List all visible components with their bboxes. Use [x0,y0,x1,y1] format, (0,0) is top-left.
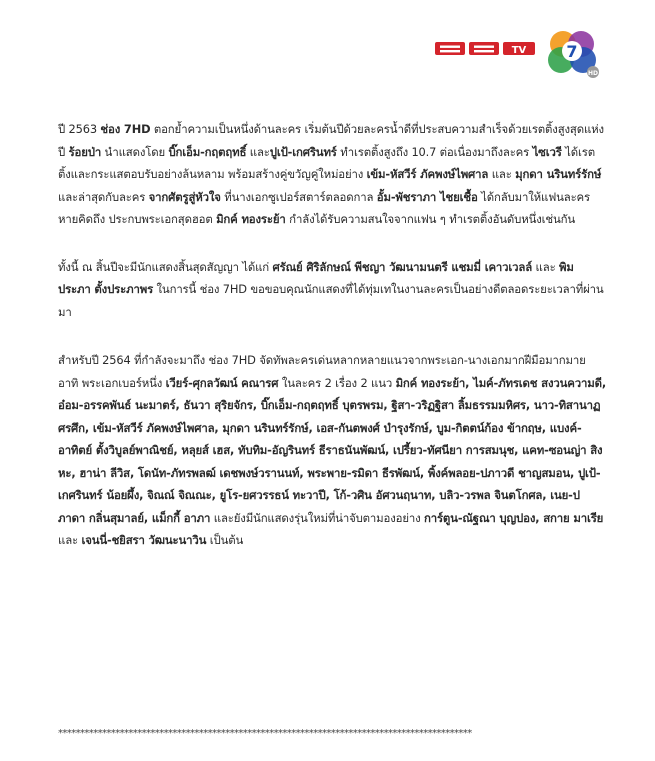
body-text: ในการนี้ ช่อง 7HD ขอขอบคุณนักแสดงที่ได้ทุ่มเทในงานละครเป็นอย่างดีตลอดระยะเวลาที่ผ่านมา [58,282,604,319]
bold-name-text: ร้อยป่า [68,144,102,159]
bold-name-text: พิมประภา ตั้งประภาพร [58,259,574,296]
bold-name-text: การ์ตูน-ณัฐณา บุญปอง, สกาย มาเรีย [423,510,604,525]
body-text: ปี 2563 [58,122,101,136]
bold-name-text: เจนนี่-ชยิสรา วัฒนะนาวิน [81,533,207,547]
body-text: ได้เรตติ้งและกระแสตอบรับอย่างล้นหลาม พร้อมสร้างคู่ขวัญคู่ใหม่อย่าง [58,144,595,181]
paragraph-2564-lineup [58,349,606,552]
body-text: และ [246,144,270,159]
body-text: ในละคร 2 เรื่อง 2 แนว [278,375,396,390]
bold-name-text: ช่อง 7HD [100,122,151,136]
body-text: ที่นางเอกซูเปอร์สตาร์ตลอดกาล [220,189,377,204]
bold-name-text: มิกค์ ทองระย้า, ไมค์-ภัทรเดช สงวนความดี, อ๋อม-อรรคพันธ์ นะมาตร์, ธันวา สุริยจักร, บิ๊กเอ็ม-กฤตฤทธิ์ บุตรพรม, ฐิสา-วริฏฐิสา ลิ้มธรรมมหิศร, นาว-ทิสานาฏ ศรศึก, เข้ม-หัสวีร์ ภัคพงษ์ไพศาล, มุกดา นรินทร์รักษ์, เอส-กันตพงศ์ บำรุงรักษ์, บูม-กิตตน์ก้อง ข้ากฤษ, แบงค์-อาทิตย์ ตั้งวิบูลย์พาณิชย์, หลุยส์ เฮส, ทับทิม-อัญรินทร์ ธีราธนันพัฒน์, เปรี้ยว-ทัศนียา การสมนุช, แคท-ซอนญ่า สิงหะ, ฮาน่า ลีวิส, โดนัท-ภัทรพลฒ์ เดชพงษ์วรานนท์, พระพาย-รมิดา ธีรพัฒน์, พิ้งค์พลอย-ปภาวดี ชาญสมอน, ปูเป้-เกศรินทร์ น้อยผึ้ง, จิณณ์ จิณณะ, ยูโร-ยศวรรธน์ ทะวาปี, โก้-วศิน อัศวนฤนาท, บลิว-วรพล จินตโกศล, เนย-ปภาดา กลิ่นสุมาลย์, แม็กกี้ อาภา [58,375,607,525]
body-text: ตอกย้ำความเป็นหนึ่งด้านละคร เริ่มต้นปีด้วยละครน้ำดีที่ประสบความสำเร็จด้วยเรตติ้งสูงสุดแห่งปี [58,122,604,159]
bold-name-text: ศรัณย์ ศิริลักษณ์ พีชญา วัฒนามนตรี แชมมี่ เคาวเวลล์ [272,259,533,274]
svg-text:TV: TV [511,45,527,56]
bold-name-text: มิกค์ ทองระย้า [216,212,286,226]
svg-text:7: 7 [566,42,578,61]
seven-color-circle-icon [548,31,599,78]
body-text: ทำเรตติ้งสูงถึง 10.7 ต่อเนื่องมาถึงละคร [336,144,533,159]
body-text: และ [488,167,516,181]
body-text: และล่าสุดกับละคร [58,189,149,204]
bold-name-text: จากศัตรูสู่หัวใจ [148,189,221,204]
body-text: และ [532,259,560,274]
bold-name-text: ไซเวรี [532,144,562,159]
body-text: สำหรับปี 2564 ที่กำลังจะมาถึง ช่อง 7HD จัดทัพละครเด่นหลากหลายแนวจากพระเอก-นางเอกมากฝีมือมากมาย อาทิ พระเอกเบอร์หนึ่ง [58,353,586,390]
bold-name-text: เข้ม-หัสวีร์ ภัคพงษ์ไพศาล [366,167,489,181]
body-text: และ [58,533,82,547]
body-text: ทั้งนี้ ณ สิ้นปีจะมีนักแสดงสิ้นสุดสัญญา ได้แก่ [58,259,273,274]
channel-7hd-logo [433,22,611,84]
bbtv-wordmark [435,42,535,56]
bold-name-text: บิ๊กเอ็ม-กฤตฤทธิ์ [168,144,247,159]
body-text: นำแสดงโดย [101,144,169,159]
bold-name-text: ปูเป้-เกศรินทร์ [269,144,337,159]
paragraph-2563-dramas [58,118,606,231]
body-text: เป็นต้น [206,533,244,547]
body-text: ได้กลับมาให้แฟนละครหายคิดถึง ประกบพระเอกสุดฮอต [58,189,590,226]
bold-name-text: อั้ม-พัชราภา ไชยเชื้อ [376,189,478,204]
body-text: และยังมีนักแสดงรุ่นใหม่ที่น่าจับตามองอย่าง [210,510,424,525]
bold-name-text: มุกดา นรินทร์รักษ์ [515,167,602,181]
press-release-body [58,118,606,552]
paragraph-contract-end [58,256,606,324]
svg-text:HD: HD [587,70,599,77]
body-text: กำลังได้รับความสนใจจากแฟน ๆ ทำเรตติ้งอันดับหนึ่งเช่นกัน [285,212,575,226]
footer-asterisk-rule: ********************************************************************************************** [58,728,472,739]
bold-name-text: เวียร์-ศุกลวัฒน์ คณารศ [165,375,279,390]
